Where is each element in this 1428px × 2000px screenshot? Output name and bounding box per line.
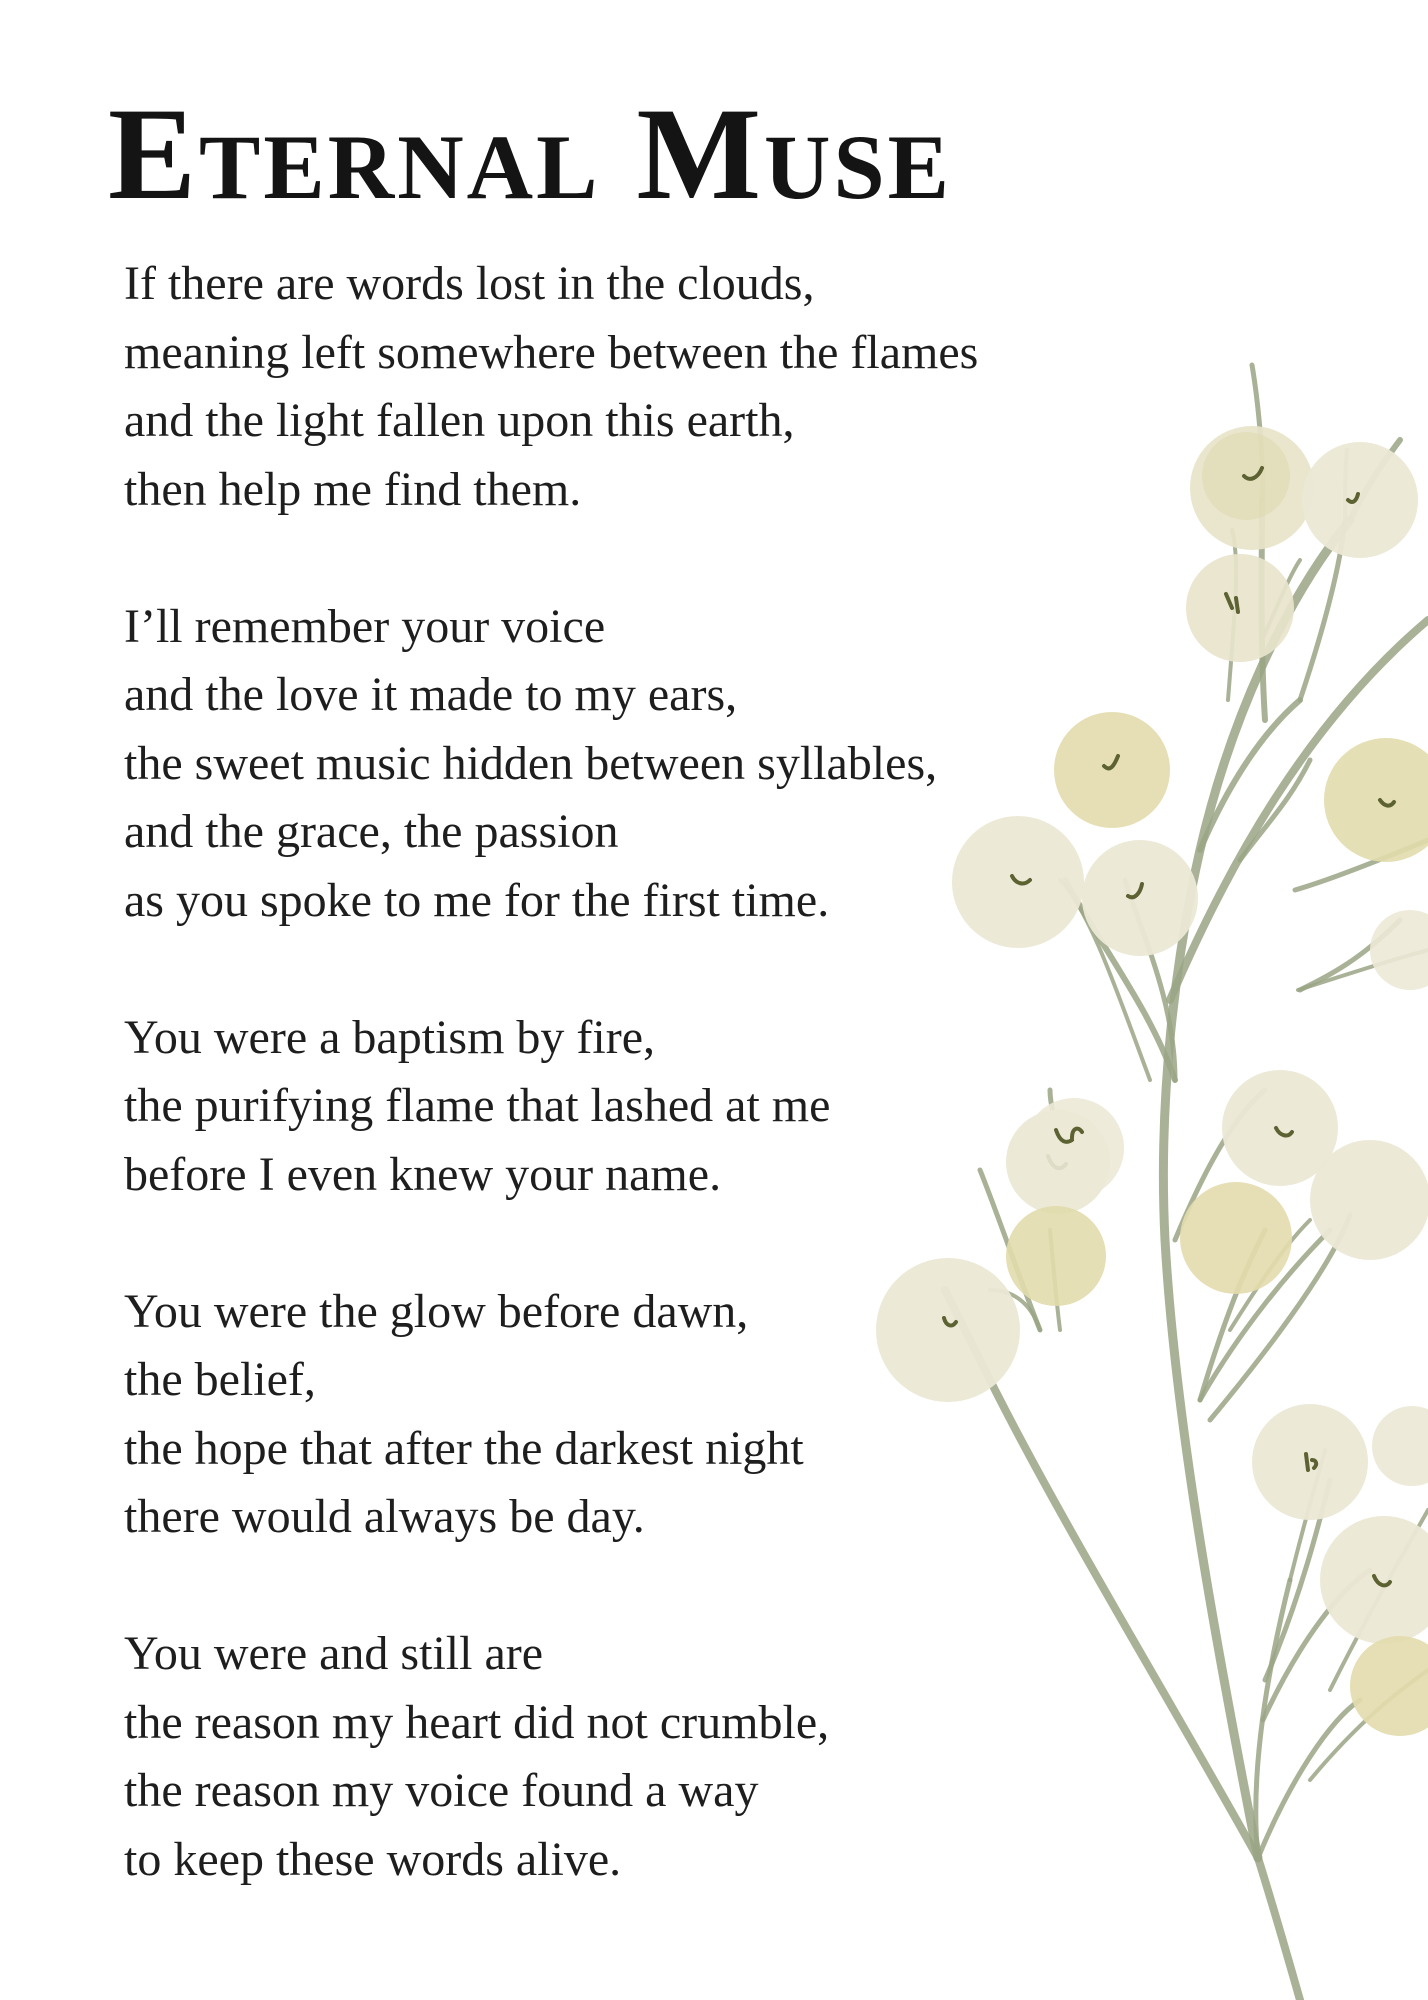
- flower: [1252, 1404, 1368, 1520]
- poem-line: I’ll remember your voice: [124, 599, 606, 653]
- poem-line: to keep these words alive.: [124, 1832, 622, 1886]
- poem-line: before I even knew your name.: [124, 1147, 722, 1201]
- poem-line: the sweet music hidden between syllables,: [124, 736, 938, 790]
- flower: [1320, 1516, 1428, 1644]
- poem-line: the hope that after the darkest night: [124, 1421, 804, 1475]
- flower: [1190, 426, 1314, 550]
- poem-line: the purifying flame that lashed at me: [124, 1079, 831, 1132]
- stanza: [124, 1278, 1124, 1552]
- flower: [1310, 1140, 1428, 1260]
- stanza: [124, 593, 1124, 936]
- flower: [1372, 1406, 1428, 1486]
- flower: [1186, 554, 1294, 662]
- poem-line: and the love it made to my ears,: [124, 668, 738, 721]
- poem-line: then help me find them.: [124, 462, 582, 516]
- poem-line: the reason my heart did not crumble,: [124, 1695, 830, 1749]
- poem-line: You were and still are: [124, 1627, 544, 1680]
- poem-line: the reason my voice found a way: [124, 1764, 759, 1817]
- poem-line: You were the glow before dawn,: [124, 1284, 749, 1338]
- stanza: [124, 1620, 1124, 1894]
- flower: [1324, 738, 1428, 862]
- poem-line: meaning left somewhere between the flames: [124, 325, 979, 379]
- poem-line: If there are words lost in the clouds,: [124, 257, 815, 310]
- poem-title: Eternal Muse: [108, 80, 953, 227]
- stanza: [124, 250, 1124, 524]
- poem-line: and the light fallen upon this earth,: [124, 394, 795, 447]
- stanza: [124, 1004, 1124, 1210]
- poem-line: as you spoke to me for the first time.: [124, 873, 830, 927]
- flower: [1350, 1636, 1428, 1736]
- flower: [1370, 910, 1428, 990]
- poem-line: there would always be day.: [124, 1490, 645, 1543]
- poem-line: You were a baptism by fire,: [124, 1010, 656, 1064]
- flower: [1302, 442, 1418, 558]
- poem-line: the belief,: [124, 1353, 316, 1406]
- poem-line: and the grace, the passion: [124, 805, 619, 858]
- poem-body: [124, 250, 1124, 1894]
- flower: [1180, 1182, 1292, 1294]
